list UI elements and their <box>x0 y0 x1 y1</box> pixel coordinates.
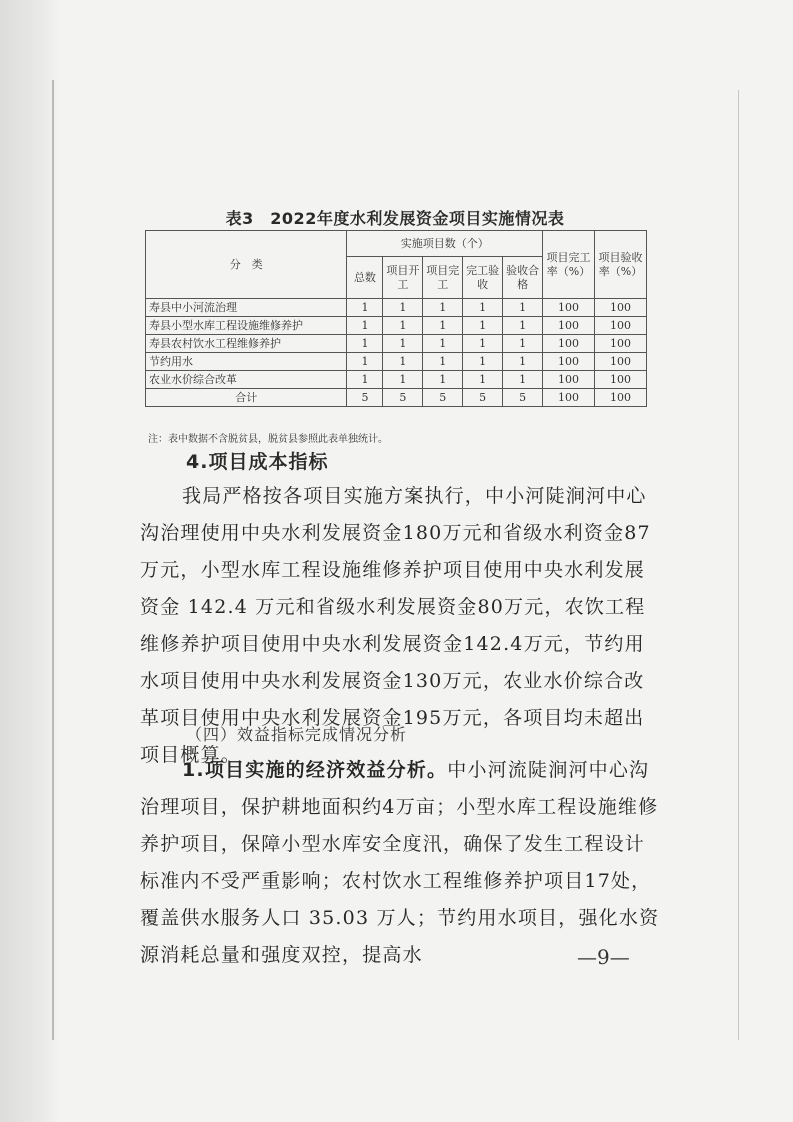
cell: 1 <box>423 299 463 317</box>
cell: 1 <box>347 371 383 389</box>
header-category: 分 类 <box>146 231 347 299</box>
table-title: 表3 2022年度水利发展资金项目实施情况表 <box>225 209 565 228</box>
table-row <box>146 353 647 371</box>
cell: 100 <box>543 299 595 317</box>
cell: 5 <box>423 389 463 407</box>
table-note: 注：表中数据不含脱贫县，脱贫县参照此表单独统计。 <box>148 434 388 445</box>
cell: 1 <box>463 299 503 317</box>
cell: 5 <box>383 389 423 407</box>
cell: 5 <box>463 389 503 407</box>
cell: 1 <box>347 335 383 353</box>
cell: 100 <box>543 335 595 353</box>
header-col: 总数 <box>347 257 383 299</box>
cell: 1 <box>423 353 463 371</box>
row-name: 寿县中小河流治理 <box>146 299 347 317</box>
cell: 1 <box>503 353 543 371</box>
paragraph-cost-text: 我局严格按各项目实施方案执行，中小河陡涧河中心沟治理使用中央水利发展资金180万元和省级水利资金87万元，小型水库工程设施维修养护项目使用中央水利发展资金 142.4 万元和省级水利发展资金80万元，农饮工程维修养护项目使用中央水利发展资金142.4万元，节约用水项目使用中央水利发展资金130万元，农业水价综合改革项目使用中央水利发展资金195万元，各项目均未超出项目概算。 <box>140 485 651 766</box>
header-rate-done: 项目完工率（%） <box>543 231 595 299</box>
cell: 100 <box>543 371 595 389</box>
row-name: 寿县农村饮水工程维修养护 <box>146 335 347 353</box>
cell: 1 <box>463 353 503 371</box>
header-group: 实施项目数（个） <box>347 231 543 257</box>
cell: 5 <box>503 389 543 407</box>
row-name-total: 合计 <box>146 389 347 407</box>
section-heading-cost: 4.项目成本指标 <box>186 451 329 473</box>
cell: 1 <box>503 335 543 353</box>
table-row-total <box>146 389 647 407</box>
header-rate-accept: 项目验收率（%） <box>594 231 646 299</box>
cell: 100 <box>543 389 595 407</box>
cell: 1 <box>423 317 463 335</box>
cell: 100 <box>594 389 646 407</box>
cell: 100 <box>543 353 595 371</box>
header-col: 项目开工 <box>383 257 423 299</box>
cell: 1 <box>347 317 383 335</box>
table-row <box>146 335 647 353</box>
row-name: 农业水价综合改革 <box>146 371 347 389</box>
cell: 1 <box>383 353 423 371</box>
section-heading-benefit: （四）效益指标完成情况分析 <box>186 725 408 744</box>
cell: 1 <box>463 335 503 353</box>
row-name: 寿县小型水库工程设施维修养护 <box>146 317 347 335</box>
row-name: 节约用水 <box>146 353 347 371</box>
table-row <box>146 317 647 335</box>
cell: 1 <box>503 317 543 335</box>
cell: 1 <box>383 335 423 353</box>
header-col: 完工验收 <box>463 257 503 299</box>
header-col: 项目完工 <box>423 257 463 299</box>
cell: 1 <box>383 299 423 317</box>
cell: 1 <box>463 371 503 389</box>
paragraph-benefit-text: 中小河流陡涧河中心沟治理项目，保护耕地面积约4万亩；小型水库工程设施维修养护项目，保障小型水库安全度汛，确保了发生工程设计标准内不受严重影响；农村饮水工程维修养护项目17处，覆盖供水服务人口 35.03 万人；节约用水项目，强化水资源消耗总量和强度双控，提高水 <box>140 759 660 966</box>
cell: 1 <box>503 299 543 317</box>
cell: 1 <box>347 299 383 317</box>
paragraph-benefit <box>140 752 660 974</box>
cell: 1 <box>503 371 543 389</box>
cell: 5 <box>347 389 383 407</box>
table-row <box>146 299 647 317</box>
cell: 100 <box>543 317 595 335</box>
header-col: 验收合格 <box>503 257 543 299</box>
cell: 100 <box>594 353 646 371</box>
cell: 1 <box>383 317 423 335</box>
cell: 100 <box>594 371 646 389</box>
cell: 1 <box>423 335 463 353</box>
scan-edge-line-right <box>738 90 739 1040</box>
scan-edge-left <box>0 0 60 1122</box>
implementation-table <box>145 230 647 407</box>
cell: 100 <box>594 299 646 317</box>
cell: 1 <box>423 371 463 389</box>
cell: 100 <box>594 317 646 335</box>
paragraph-benefit-lead: 1.项目实施的经济效益分析。 <box>182 759 448 781</box>
page-number: —9— <box>577 945 630 969</box>
cell: 1 <box>383 371 423 389</box>
table-row <box>146 371 647 389</box>
cell: 1 <box>463 317 503 335</box>
cell: 1 <box>347 353 383 371</box>
scan-edge-line-left <box>52 80 54 1040</box>
cell: 100 <box>594 335 646 353</box>
